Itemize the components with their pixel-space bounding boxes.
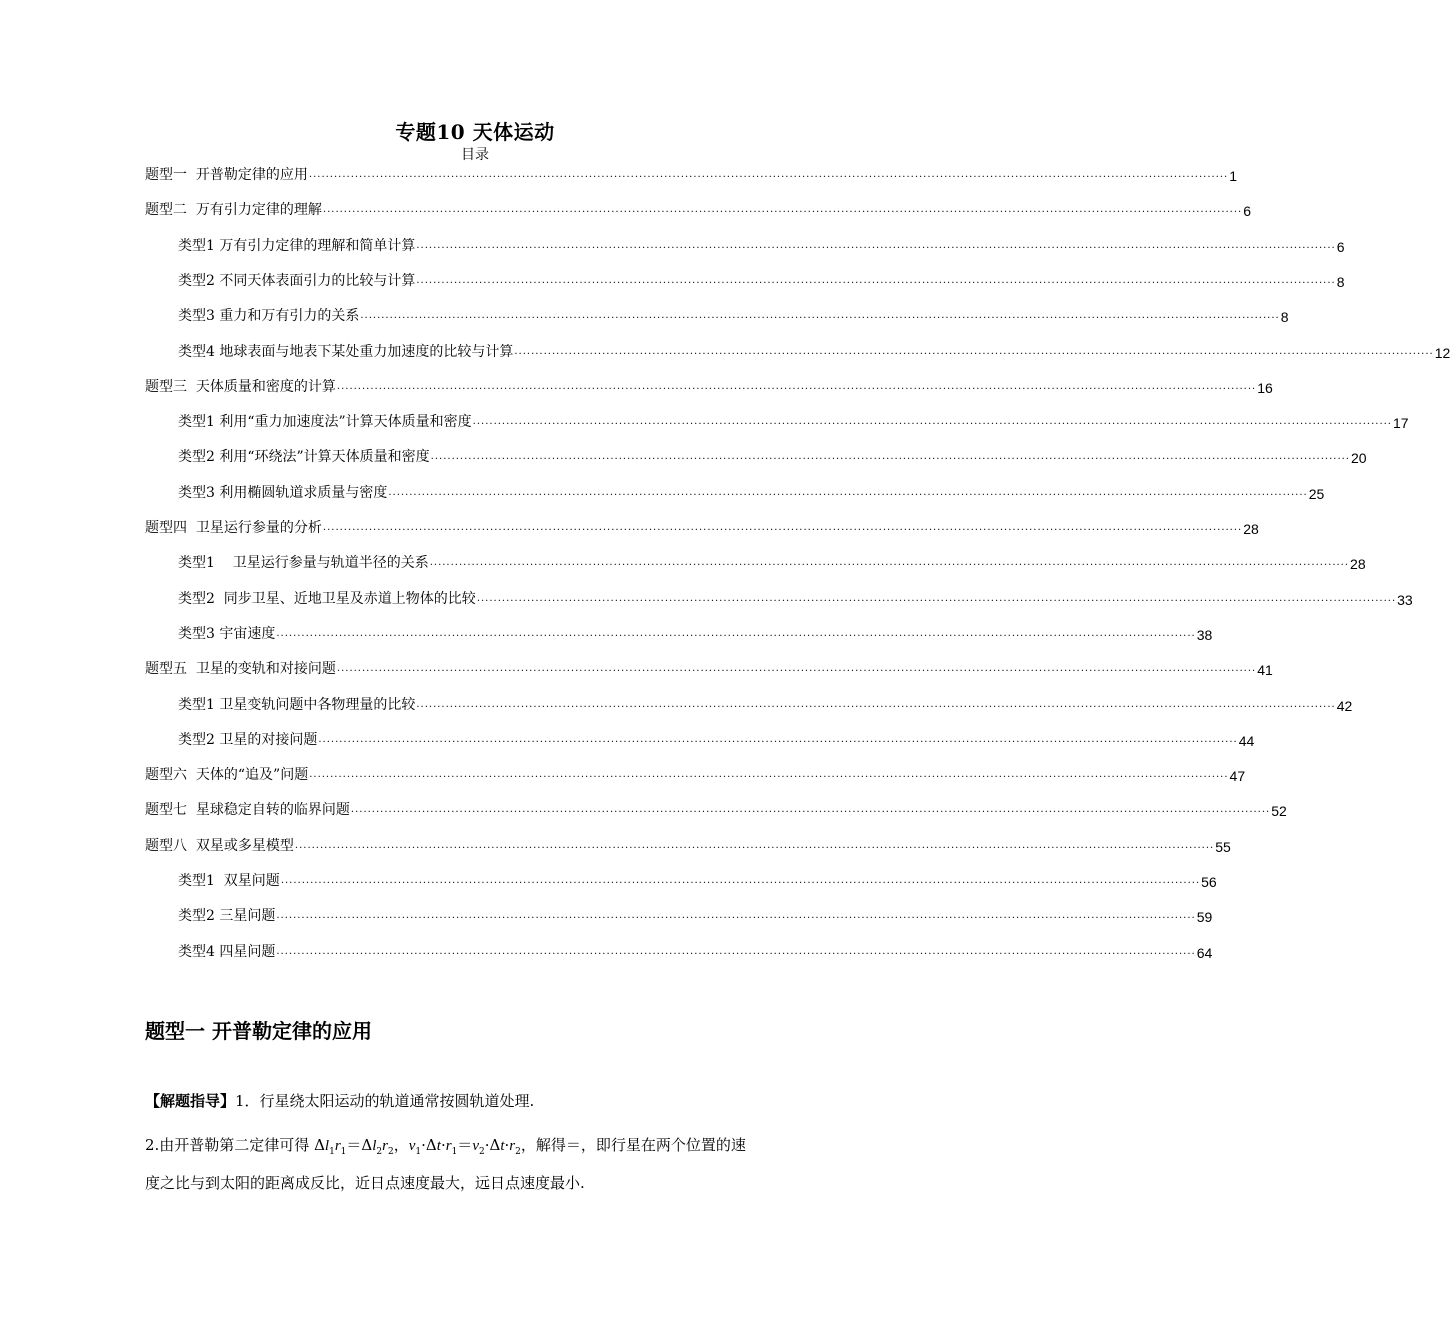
toc-leader-dots: ............................................................................................................................................................................................................................ — [476, 592, 1397, 604]
toc-entry[interactable] — [178, 690, 1353, 714]
toc-leader-dots: ............................................................................................................................................................................................................................ — [276, 945, 1196, 957]
p2-text: ·Δ — [484, 1136, 501, 1154]
toc-entry[interactable] — [178, 442, 1367, 467]
toc-entry[interactable] — [145, 760, 1246, 785]
section-title: 题型一 开普勒定律的应用 — [145, 1019, 372, 1043]
toc-entry[interactable] — [145, 195, 1252, 220]
p2-text: 度之比与到太阳的距离成反比，近日点速度最大，远日点速度最小. — [145, 1174, 585, 1192]
kepler-second-law-paragraph: 2.由开普勒第二定律可得 $\Delta l_1r_1=\Delta l_2r_2$，$v_1\cdot\Delta t\cdot r_1=v_2\cdot\Delta t\cdot r_2$，解得＝，即行星在两个位置的速 度之比与到太阳的距离成反比，近日点速度最大，远日点速度最小. — [145, 1136, 746, 1192]
toc-entry[interactable] — [145, 513, 1259, 537]
toc-entry-label: 题型七 星球稳定自转的临界问题 — [145, 802, 350, 819]
toc-entry-label: 类型4 地球表面与地表下某处重力加速度的比较与计算 — [178, 343, 514, 360]
toc-entry-label: 类型2 三星问题 — [178, 908, 276, 925]
toc-entry-page: 17 — [1393, 415, 1409, 432]
toc-entry[interactable] — [145, 372, 1273, 396]
toc-entry-page: 59 — [1196, 909, 1213, 926]
toc-entry[interactable] — [145, 831, 1231, 855]
p2-text: ＝ — [457, 1136, 473, 1154]
toc-entry-label: 类型3 宇宙速度 — [178, 625, 276, 642]
toc-entry-page: 38 — [1196, 626, 1213, 643]
toc-entry[interactable] — [178, 407, 1409, 432]
toc-leader-dots: ............................................................................................................................................................................................................................ — [318, 733, 1238, 745]
toc-entry-page: 42 — [1336, 697, 1353, 714]
toc-leader-dots: ............................................................................................................................................................................................................................ — [280, 875, 1201, 886]
toc-entry-label: 题型六 天体的“追及”问题 — [145, 767, 309, 784]
toc-entry[interactable] — [178, 866, 1217, 890]
toc-entry-label: 类型2 不同天体表面引力的比较与计算 — [178, 272, 416, 289]
toc-entry[interactable] — [178, 337, 1450, 361]
toc-leader-dots: ............................................................................................................................................................................................................................ — [430, 451, 1350, 463]
toc-leader-dots: ............................................................................................................................................................................................................................ — [322, 204, 1243, 216]
toc-leader-dots: ............................................................................................................................................................................................................................ — [472, 416, 1392, 428]
toc-entry[interactable] — [178, 901, 1213, 926]
toc-entry-page: 52 — [1271, 803, 1287, 820]
toc-heading: 目录 — [461, 147, 489, 163]
toc-entry[interactable] — [178, 725, 1255, 749]
toc-leader-dots: ............................................................................................................................................................................................................................ — [294, 839, 1215, 851]
p2-text: ， — [393, 1136, 409, 1154]
toc-entry-page: 28 — [1350, 556, 1366, 573]
toc-entry-page: 28 — [1243, 521, 1259, 537]
toc-entry-page: 8 — [1336, 273, 1345, 290]
toc-entry[interactable] — [178, 619, 1213, 643]
toc-entry[interactable] — [178, 584, 1413, 608]
p2-text: 2.由开普勒第二定律可得 Δ — [145, 1136, 325, 1154]
toc-entry-page: 64 — [1196, 944, 1213, 961]
toc-entry-page: 47 — [1229, 768, 1246, 785]
toc-leader-dots: ............................................................................................................................................................................................................................ — [308, 169, 1229, 180]
toc-entry-label: 题型三 天体质量和密度的计算 — [145, 378, 336, 395]
toc-entry-label: 类型1 双星问题 — [178, 873, 280, 889]
toc-entry-label: 题型八 双星或多星模型 — [145, 837, 294, 854]
p2-text: ·Δ — [421, 1136, 437, 1154]
toc-entry-label: 题型四 卫星运行参量的分析 — [145, 520, 322, 536]
p2-text: ＝Δ — [346, 1136, 373, 1154]
guide-text: 1．行星绕太阳运动的轨道通常按圆轨道处理. — [235, 1092, 535, 1110]
toc-entry[interactable] — [178, 231, 1345, 255]
toc-leader-dots: ............................................................................................................................................................................................................................ — [276, 627, 1196, 639]
toc-entry[interactable] — [178, 301, 1289, 326]
toc-entry[interactable] — [178, 266, 1345, 290]
toc-entry-label: 类型1 利用“重力加速度法”计算天体质量和密度 — [178, 414, 472, 431]
toc-entry-page: 20 — [1351, 450, 1367, 467]
toc-entry-page: 12 — [1434, 344, 1450, 361]
toc-entry-page: 33 — [1397, 591, 1413, 608]
toc-leader-dots: ............................................................................................................................................................................................................................ — [429, 557, 1350, 569]
toc-entry-page: 25 — [1308, 485, 1325, 502]
toc-entry-label: 题型一 开普勒定律的应用 — [145, 167, 308, 183]
guide-label: 【解题指导】 — [145, 1092, 236, 1110]
toc-leader-dots: ............................................................................................................................................................................................................................ — [360, 310, 1280, 322]
p2-text: ，解得＝，即行星在两个位置的速 — [520, 1136, 746, 1154]
toc-leader-dots: ............................................................................................................................................................................................................................ — [388, 486, 1308, 498]
toc-leader-dots: ............................................................................................................................................................................................................................ — [322, 522, 1243, 533]
toc-entry[interactable] — [178, 478, 1325, 502]
toc-entry-page: 44 — [1238, 732, 1255, 749]
toc-entry-page: 1 — [1229, 168, 1238, 184]
toc-entry-page: 6 — [1336, 238, 1345, 255]
toc-entry-label: 类型2 同步卫星、近地卫星及赤道上物体的比较 — [178, 590, 476, 607]
toc-leader-dots: ............................................................................................................................................................................................................................ — [336, 663, 1257, 675]
toc-entry[interactable] — [178, 937, 1213, 961]
toc-entry-page: 6 — [1243, 203, 1252, 220]
toc-leader-dots: ............................................................................................................................................................................................................................ — [336, 380, 1257, 392]
toc-leader-dots: ............................................................................................................................................................................................................................ — [309, 769, 1229, 781]
toc-entry-label: 类型1 万有引力定律的理解和简单计算 — [178, 237, 416, 254]
toc-entry-label: 类型4 四星问题 — [178, 943, 276, 960]
toc-entry-label: 题型二 万有引力定律的理解 — [145, 202, 322, 219]
toc-leader-dots: ............................................................................................................................................................................................................................ — [514, 345, 1434, 357]
toc-entry-page: 56 — [1201, 874, 1217, 890]
toc-leader-dots: ............................................................................................................................................................................................................................ — [416, 274, 1336, 286]
toc-leader-dots: ............................................................................................................................................................................................................................ — [350, 804, 1271, 816]
page-title: 专题10 天体运动 — [395, 120, 555, 144]
toc-entry-label: 类型3 重力和万有引力的关系 — [178, 308, 360, 325]
toc-entry[interactable] — [145, 654, 1273, 679]
toc-leader-dots: ............................................................................................................................................................................................................................ — [276, 910, 1196, 922]
toc-entry-label: 题型五 卫星的变轨和对接问题 — [145, 661, 336, 678]
toc-entry-label: 类型2 卫星的对接问题 — [178, 731, 318, 748]
toc-leader-dots: ............................................................................................................................................................................................................................ — [416, 698, 1336, 710]
toc-entry-page: 8 — [1280, 309, 1289, 326]
toc-entry[interactable] — [145, 160, 1238, 184]
toc-leader-dots: ............................................................................................................................................................................................................................ — [416, 239, 1336, 251]
toc-entry-page: 16 — [1257, 379, 1273, 396]
toc-entry[interactable] — [145, 795, 1287, 820]
toc-entry-page: 41 — [1257, 662, 1273, 679]
toc-entry-label: 类型1 卫星运行参量与轨道半径的关系 — [178, 555, 429, 572]
toc-entry-label: 类型3 利用椭圆轨道求质量与密度 — [178, 484, 388, 501]
toc-entry-label: 类型2 利用“环绕法”计算天体质量和密度 — [178, 449, 430, 466]
toc-entry-label: 类型1 卫星变轨问题中各物理量的比较 — [178, 696, 416, 713]
toc-entry-page: 55 — [1215, 838, 1231, 855]
guide-paragraph — [145, 1086, 825, 1117]
toc-entry[interactable] — [178, 548, 1366, 573]
